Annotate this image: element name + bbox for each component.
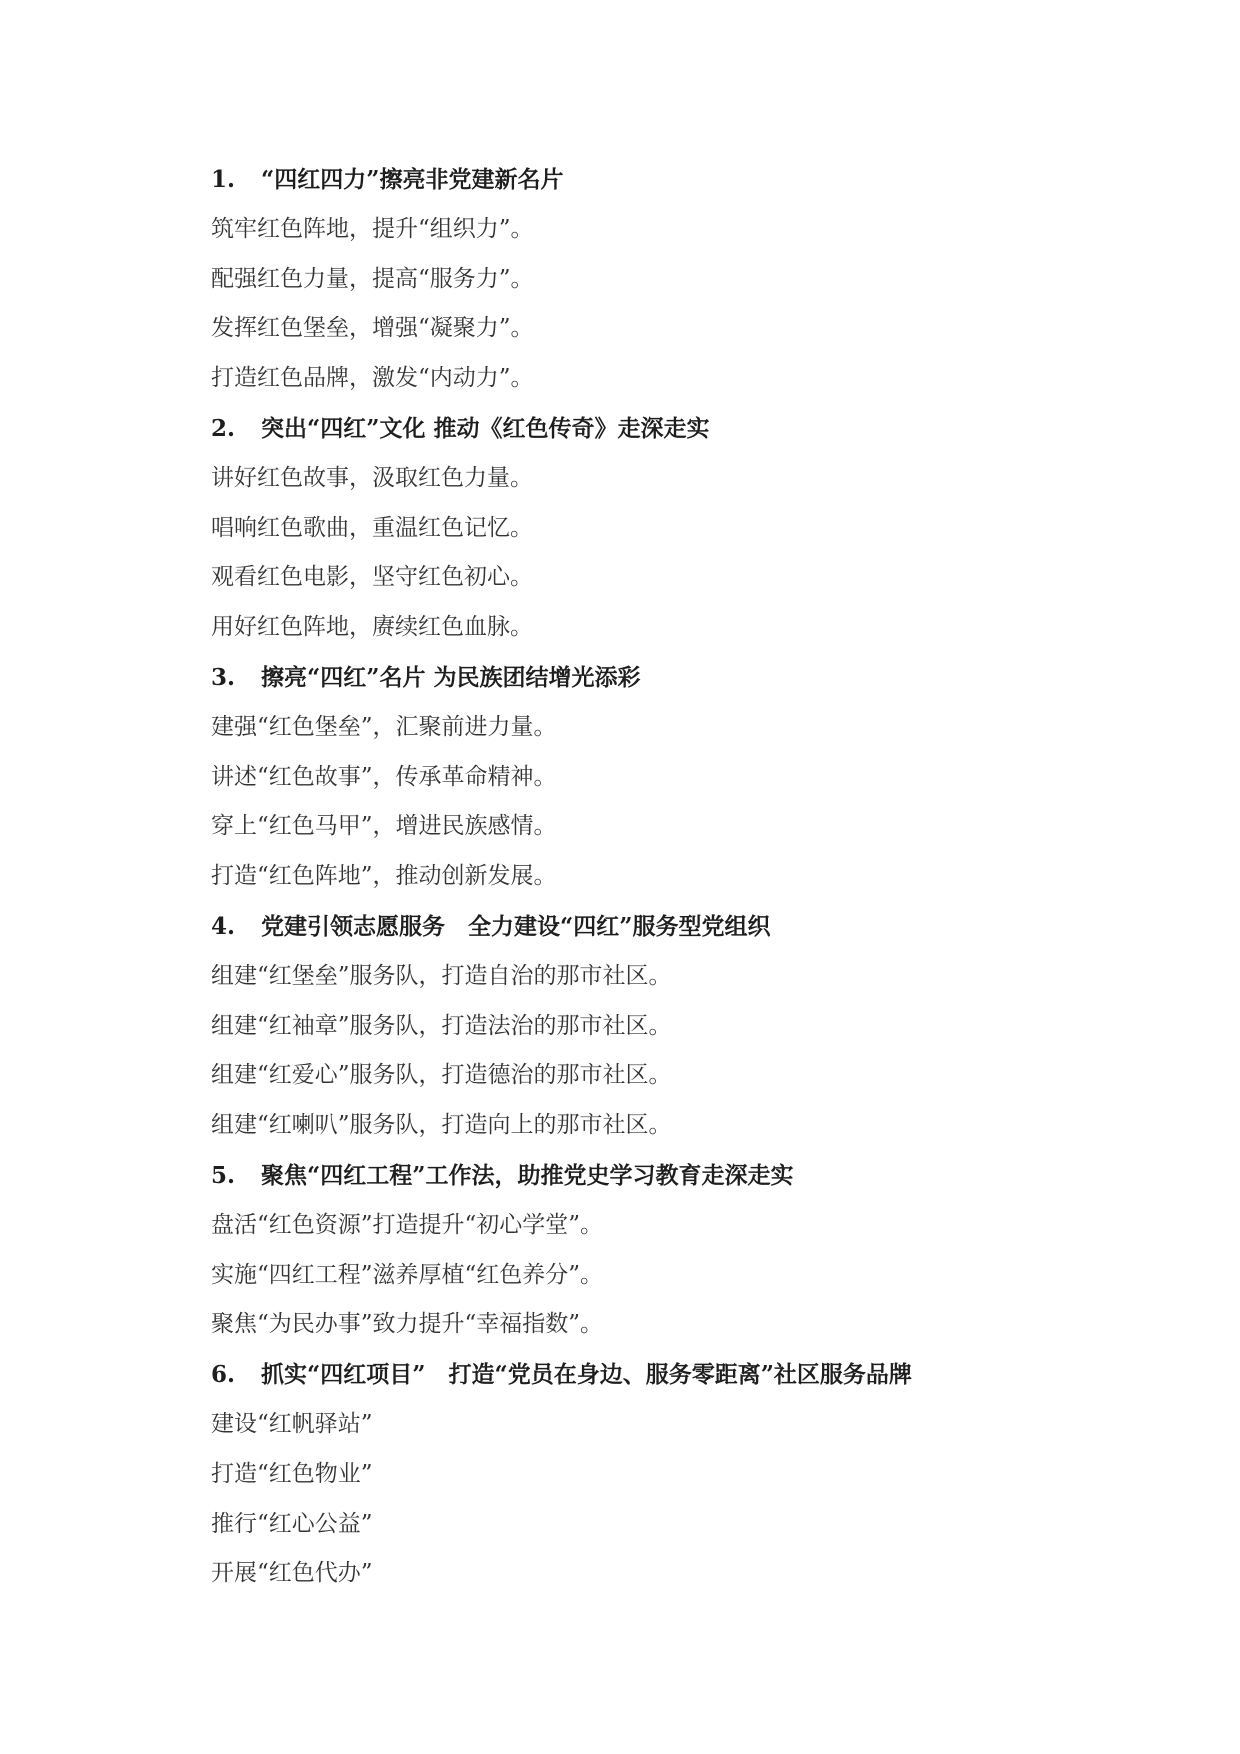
section-number: 5.: [211, 1161, 236, 1189]
section-number: 2.: [211, 414, 236, 442]
section-item: 讲好红色故事，汲取红色力量。: [211, 464, 533, 491]
section-item: 组建“红喇叭”服务队，打造向上的那市社区。: [211, 1112, 672, 1139]
section-item: 筑牢红色阵地，提升“组织力”。: [211, 215, 534, 242]
section-item: 打造“红色物业”: [211, 1460, 373, 1487]
section-item: 建设“红帆驿站”: [211, 1410, 373, 1437]
section-item: 穿上“红色马甲”，增进民族感情。: [211, 813, 557, 840]
section-number: 1.: [211, 166, 236, 193]
section-item: 组建“红爱心”服务队，打造德治的那市社区。: [211, 1062, 672, 1089]
section-item: 组建“红袖章”服务队，打造法治的那市社区。: [211, 1012, 672, 1039]
section-heading: [211, 155, 1171, 205]
section-heading: [211, 653, 1171, 703]
section-number: 6.: [211, 1361, 236, 1389]
section-item: 打造“红色阵地”，推动创新发展。: [211, 863, 557, 890]
section-item: 盘活“红色资源”打造提升“初心学堂”。: [211, 1211, 604, 1238]
section-item: 唱响红色歌曲，重温红色记忆。: [211, 514, 533, 541]
section-heading: [211, 1350, 1171, 1400]
section-title: 党建引领志愿服务 全力建设“四红”服务型党组织: [261, 912, 771, 940]
section-number: 3.: [211, 663, 236, 691]
section-title: 擦亮“四红”名片 为民族团结增光添彩: [261, 663, 641, 691]
section-item: 实施“四红工程”滋养厚植“红色养分”。: [211, 1261, 604, 1288]
section-item: 打造红色品牌，激发“内动力”。: [211, 365, 534, 392]
section-item: 发挥红色堡垒，增强“凝聚力”。: [211, 315, 534, 342]
section-item: 推行“红心公益”: [211, 1510, 373, 1537]
section-item: 讲述“红色故事”，传承革命精神。: [211, 763, 557, 790]
section-heading: [211, 902, 1171, 952]
section-title: “四红四力”擦亮非党建新名片: [261, 166, 564, 193]
section-item: 配强红色力量，提高“服务力”。: [211, 265, 534, 292]
section-heading: [211, 404, 1171, 454]
section-item: 建强“红色堡垒”，汇聚前进力量。: [211, 713, 557, 740]
section-number: 4.: [211, 912, 236, 940]
section-title: 突出“四红”文化 推动《红色传奇》走深走实: [261, 414, 710, 442]
section-heading: [211, 1151, 1171, 1201]
section-item: 组建“红堡垒”服务队，打造自治的那市社区。: [211, 962, 672, 989]
section-item: 聚焦“为民办事”致力提升“幸福指数”。: [211, 1311, 604, 1338]
section-title: 抓实“四红项目” 打造“党员在身边、服务零距离”社区服务品牌: [261, 1361, 912, 1389]
section-item: 开展“红色代办”: [211, 1560, 373, 1587]
section-item: 观看红色电影，坚守红色初心。: [211, 564, 533, 591]
section-title: 聚焦“四红工程”工作法，助推党史学习教育走深走实: [261, 1161, 794, 1189]
section-item: 用好红色阵地，赓续红色血脉。: [211, 614, 533, 641]
document-body: [211, 155, 1171, 1599]
